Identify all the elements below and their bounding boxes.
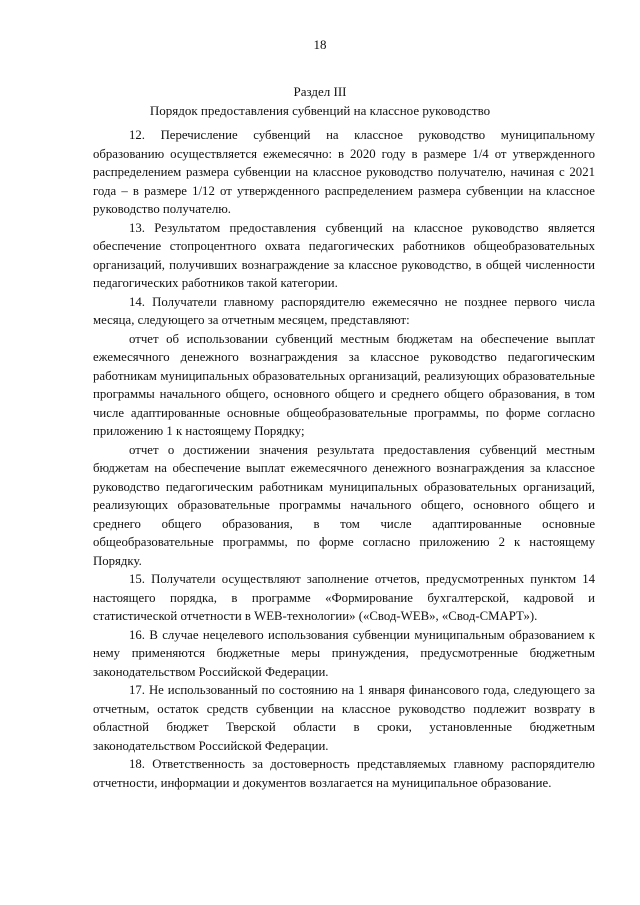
section-title: Порядок предоставления субвенций на классное руководство bbox=[149, 103, 491, 118]
paragraph-16: 16. В случае нецелевого использования субвенции муниципальным образованием к нему применяются бюджетные меры принуждения, предусмотренные бюджетным законодательством Российской Федерации. bbox=[93, 627, 595, 679]
paragraph-12: 12. Перечисление субвенций на классное руководство муниципальному образованию осуществляется ежемесячно: в 2020 году в размере 1/4 от утвержденного распределением размера субвенции на классное руководство получателю, начиная с 2021 года – в размере 1/12 от утвержденного распределением размера субвенции на классное руководство получателю. bbox=[93, 128, 595, 216]
paragraph-14-report-usage: отчет об использовании субвенций местным бюджетам на обеспечение выплат ежемесячного денежного вознаграждения за классное руководство педагогическим работникам муниципальных образовательных организаций, реализующих образовательные программы начального общего, основного общего и среднего общего образования, в том числе адаптированные основные общеобразовательные программы, по форме согласно приложению 1 к настоящему Порядку; bbox=[93, 331, 595, 438]
paragraph-17: 17. Не использованный по состоянию на 1 января финансового года, следующего за отчетным, остаток средств субвенции на классное руководство подлежит возврату в областной бюджет Тверской области в сроки, установленные бюджетным законодательством Российской Федерации. bbox=[93, 683, 595, 753]
document-body bbox=[93, 126, 595, 792]
paragraph-14-report-result: отчет о достижении значения результата предоставления субвенций местным бюджетам на обеспечение выплат ежемесячного денежного вознаграждения за классное руководство педагогическим работникам муниципальных образовательных организаций, реализующих образовательные программы начального общего, основного общего и среднего общего образования, в том числе адаптированные основные общеобразовательные программы, по форме согласно приложению 2 к настоящему Порядку. bbox=[93, 442, 595, 568]
page-number: 18 bbox=[313, 37, 327, 52]
paragraph-18: 18. Ответственность за достоверность представляемых главному распорядителю отчетности, информации и документов возлагается на муниципальное образование. bbox=[93, 757, 595, 790]
paragraph-15: 15. Получатели осуществляют заполнение отчетов, предусмотренных пунктом 14 настоящего порядка, в программе «Формирование бухгалтерской, кадровой и статистической отчетности в WEB-технологии» («Свод-WEB», «Свод-СМАРТ»). bbox=[93, 572, 595, 623]
section-label: Раздел III bbox=[293, 84, 347, 99]
paragraph-14: 14. Получатели главному распорядителю ежемесячно не позднее первого числа месяца, следующего за отчетным месяцем, представляют: bbox=[93, 294, 595, 327]
paragraph-13: 13. Результатом предоставления субвенций на классное руководство является обеспечение стопроцентного охвата педагогических работников общеобразовательных организаций, получивших вознаграждение за классное руководство, в общей численности педагогических работников такой категории. bbox=[93, 220, 595, 290]
